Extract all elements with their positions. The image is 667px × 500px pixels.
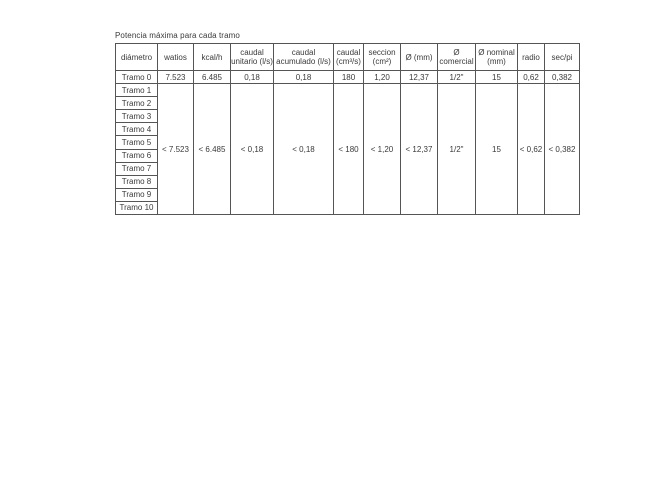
table-cell: 6.485 [194, 71, 231, 84]
header-cell: Ø nominal (mm) [476, 44, 518, 71]
header-cell: caudal unitario (l/s) [231, 44, 274, 71]
header-row [116, 44, 580, 71]
header-cell: caudal (cm³/s) [334, 44, 364, 71]
header-cell: Ø comercial [438, 44, 476, 71]
header-cell: radio [518, 44, 545, 71]
header-cell: sec/pi [545, 44, 580, 71]
row-label: Tramo 1 [116, 84, 158, 97]
row-label: Tramo 8 [116, 175, 158, 188]
row-label: Tramo 10 [116, 201, 158, 214]
header-cell: kcal/h [194, 44, 231, 71]
row-label: Tramo 4 [116, 123, 158, 136]
row-label: Tramo 5 [116, 136, 158, 149]
table-cell: 180 [334, 71, 364, 84]
merged-cell: < 7.523 [158, 84, 194, 215]
table-cell: 12,37 [401, 71, 438, 84]
table-row [116, 71, 580, 84]
merged-cell: < 1,20 [364, 84, 401, 215]
row-label: Tramo 7 [116, 162, 158, 175]
table-caption: Potencia máxima para cada tramo [115, 31, 240, 40]
row-label: Tramo 3 [116, 110, 158, 123]
merged-cell: < 12,37 [401, 84, 438, 215]
merged-cell: < 0,18 [231, 84, 274, 215]
row-label: Tramo 6 [116, 149, 158, 162]
merged-cell: < 6.485 [194, 84, 231, 215]
power-table [115, 43, 580, 215]
header-cell: Ø (mm) [401, 44, 438, 71]
row-label: Tramo 9 [116, 188, 158, 201]
table-cell: 0,18 [274, 71, 334, 84]
table-cell: 0,382 [545, 71, 580, 84]
table-cell: 1,20 [364, 71, 401, 84]
header-cell: caudal acumulado (l/s) [274, 44, 334, 71]
table-row [116, 84, 580, 97]
merged-cell: < 0,18 [274, 84, 334, 215]
table-cell: 7.523 [158, 71, 194, 84]
table-cell: 15 [476, 71, 518, 84]
header-cell: watios [158, 44, 194, 71]
header-cell: seccion (cm²) [364, 44, 401, 71]
merged-cell: < 0,62 [518, 84, 545, 215]
merged-cell: 15 [476, 84, 518, 215]
table-cell: 1/2" [438, 71, 476, 84]
table-cell: 0,62 [518, 71, 545, 84]
merged-cell: 1/2" [438, 84, 476, 215]
row-label: Tramo 2 [116, 97, 158, 110]
header-cell: diámetro [116, 44, 158, 71]
merged-cell: < 0,382 [545, 84, 580, 215]
merged-cell: < 180 [334, 84, 364, 215]
table-cell: 0,18 [231, 71, 274, 84]
row-label: Tramo 0 [116, 71, 158, 84]
